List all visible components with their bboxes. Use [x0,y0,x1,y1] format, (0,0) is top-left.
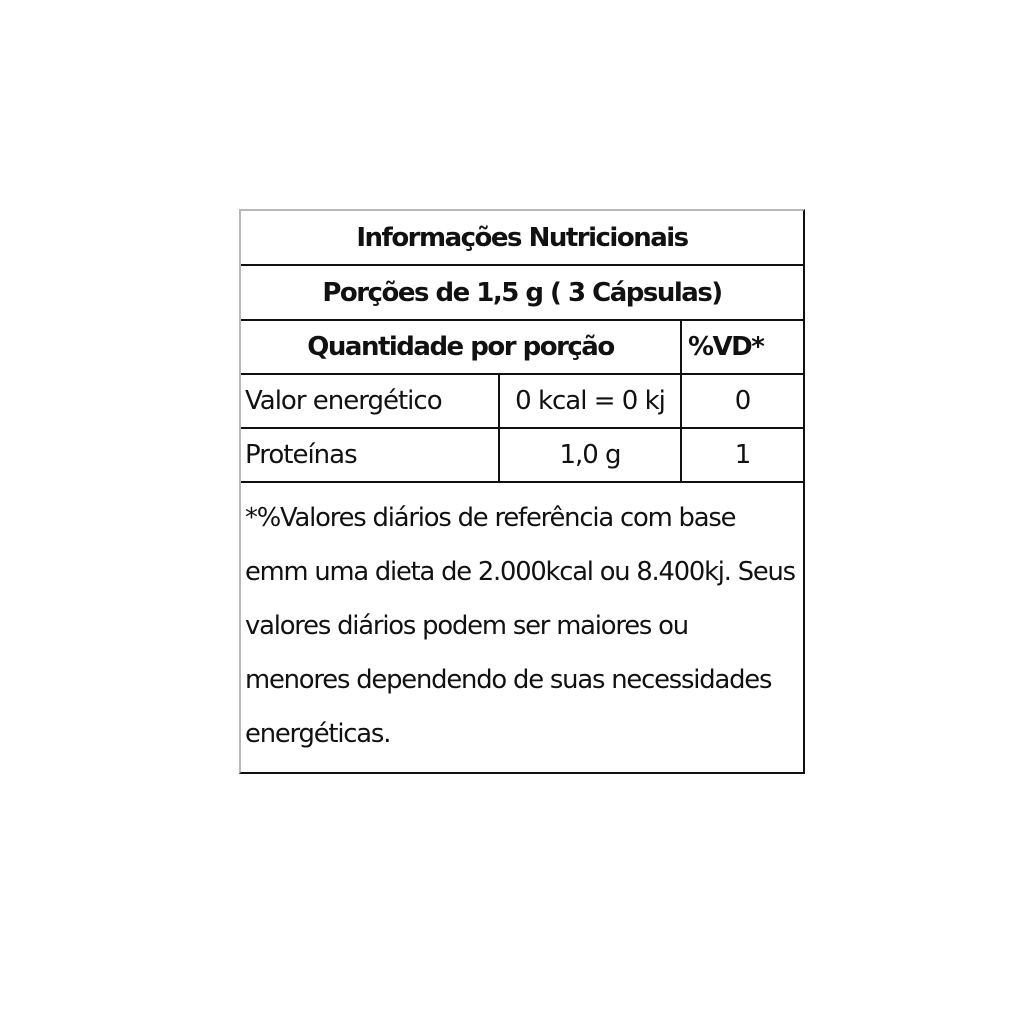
nutrient-amount: 1,0 g [499,428,681,482]
header-row [241,320,803,374]
quantity-header: Quantidade por porção [241,320,681,374]
vd-header: %VD* [681,320,803,374]
footnote-line: valores diários podem ser maiores ou [245,611,688,641]
serving-size: Porções de 1,5 g ( 3 Cápsulas) [241,265,803,320]
table-row [241,428,803,482]
nutrition-facts-label [239,209,805,774]
title-row [241,211,803,265]
table-row [241,374,803,428]
nutrient-vd: 0 [681,374,803,428]
nutrient-name: Valor energético [241,374,499,428]
nutrient-vd: 1 [681,428,803,482]
footnote-line: emm uma dieta de 2.000kcal ou 8.400kj. Seus [245,557,795,587]
serving-row [241,265,803,320]
label-title: Informações Nutricionais [241,211,803,265]
footnote-line: energéticas. [245,719,391,749]
footnote-line: menores dependendo de suas necessidades [245,665,772,695]
nutrient-name: Proteínas [241,428,499,482]
footnote-line: *%Valores diários de referência com base [245,503,736,533]
footnote [241,483,803,761]
nutrient-amount: 0 kcal = 0 kj [499,374,681,428]
nutrition-table [241,211,803,483]
